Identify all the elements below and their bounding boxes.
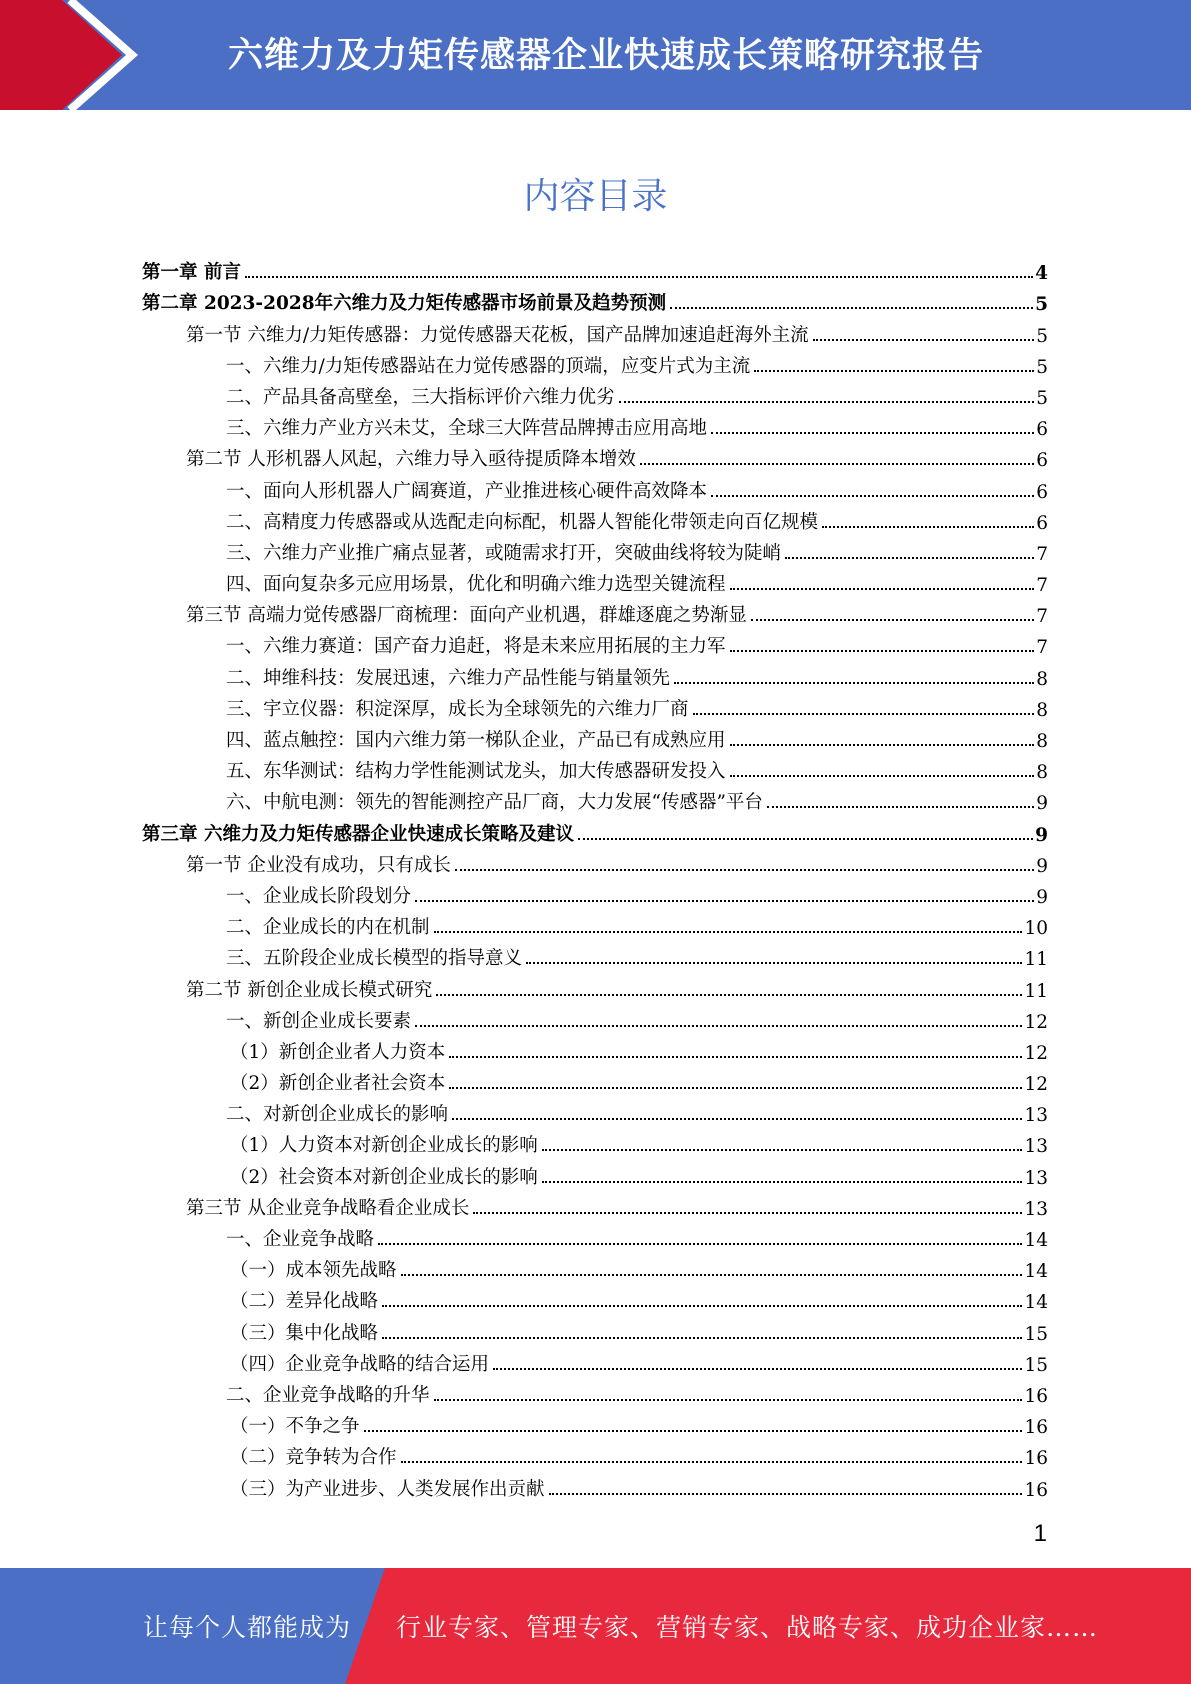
- toc-entry[interactable]: [142, 1282, 1048, 1313]
- toc-dot-leader: [674, 682, 1034, 684]
- toc-dot-leader: [711, 495, 1034, 497]
- toc-entry-page: 8: [1036, 731, 1048, 752]
- toc-dot-leader: [730, 744, 1035, 746]
- page-number: 1: [1033, 1520, 1047, 1547]
- toc-entry[interactable]: [142, 534, 1048, 565]
- toc-entry-title: 二、坤维科技：发展迅速，六维力产品性能与销量领先: [226, 667, 671, 689]
- toc-entry-page: 14: [1024, 1292, 1048, 1314]
- toc-entry[interactable]: [142, 690, 1048, 721]
- toc-entry[interactable]: [142, 970, 1048, 1001]
- toc-dot-leader: [493, 1368, 1022, 1370]
- toc-entry[interactable]: [142, 627, 1048, 658]
- toc-entry-title: （1）人力资本对新创企业成长的影响: [230, 1135, 538, 1157]
- toc-entry-page: 13: [1024, 1198, 1048, 1220]
- toc-dot-leader: [822, 526, 1034, 528]
- toc-dot-leader: [455, 869, 1034, 871]
- toc-entry-title: 第二节 人形机器人风起，六维力导入亟待提质降本增效: [186, 449, 636, 471]
- toc-entry[interactable]: [142, 471, 1048, 502]
- toc-entry-page: 7: [1036, 543, 1048, 565]
- toc-entry-title: （2）新创企业者社会资本: [230, 1073, 446, 1095]
- toc-entry-title: 四、面向复杂多元应用场景，优化和明确六维力选型关键流程: [226, 574, 726, 596]
- toc-entry-page: 16: [1024, 1479, 1048, 1501]
- table-of-contents: [142, 253, 1048, 1501]
- toc-entry-page: 11: [1024, 949, 1048, 971]
- toc-dot-leader: [364, 1430, 1023, 1432]
- toc-entry-title: （1）新创企业者人力资本: [230, 1041, 446, 1063]
- toc-entry-title: 四、蓝点触控：国内六维力第一梯队企业，产品已有成熟应用: [226, 730, 726, 751]
- toc-dot-leader: [434, 931, 1023, 933]
- toc-entry-title: 一、新创企业成长要素: [226, 1010, 412, 1032]
- toc-dot-leader: [711, 432, 1034, 434]
- toc-entry-page: 9: [1035, 824, 1048, 846]
- toc-entry-page: 15: [1024, 1323, 1048, 1345]
- toc-entry-page: 5: [1036, 356, 1048, 378]
- toc-entry-page: 7: [1036, 575, 1048, 597]
- toc-dot-leader: [449, 1087, 1022, 1089]
- toc-entry-title: 三、五阶段企业成长模型的指导意义: [226, 948, 523, 970]
- toc-dot-leader: [382, 1337, 1022, 1339]
- toc-entry-page: 15: [1024, 1354, 1048, 1376]
- toc-entry-title: 二、对新创企业成长的影响: [226, 1104, 449, 1126]
- footer-slogan-right: 行业专家、管理专家、营销专家、战略专家、成功企业家……: [396, 1613, 1099, 1642]
- toc-dot-leader: [578, 838, 1033, 840]
- toc-entry-title: （2）社会资本对新创企业成长的影响: [230, 1166, 538, 1188]
- toc-entry-page: 14: [1024, 1261, 1048, 1283]
- toc-entry-page: 4: [1035, 263, 1048, 285]
- toc-entry-title: （二）竞争转为合作: [230, 1447, 397, 1469]
- toc-entry-title: （三）集中化战略: [230, 1322, 379, 1344]
- toc-entry-page: 13: [1024, 1167, 1048, 1189]
- toc-entry[interactable]: [142, 378, 1048, 409]
- toc-entry[interactable]: [142, 1251, 1048, 1282]
- toc-dot-leader: [785, 557, 1034, 559]
- toc-dot-leader: [619, 401, 1035, 403]
- toc-dot-leader: [245, 276, 1033, 278]
- toc-entry-page: 6: [1036, 450, 1048, 472]
- toc-entry-page: 12: [1024, 1011, 1048, 1033]
- toc-dot-leader: [754, 370, 1034, 372]
- toc-entry[interactable]: [142, 1157, 1048, 1188]
- toc-entry[interactable]: [142, 877, 1048, 908]
- toc-entry-title: 第一节 企业没有成功，只有成长: [186, 854, 451, 876]
- toc-dot-leader: [415, 1025, 1022, 1027]
- toc-entry-title: 二、企业竞争战略的升华: [226, 1384, 430, 1406]
- toc-entry[interactable]: [142, 596, 1048, 627]
- toc-dot-leader: [526, 962, 1022, 964]
- toc-entry-page: 14: [1024, 1230, 1048, 1251]
- toc-entry-title: （四）企业竞争战略的结合运用: [230, 1353, 490, 1375]
- toc-entry[interactable]: [142, 315, 1048, 346]
- toc-entry[interactable]: [142, 939, 1048, 970]
- toc-entry-title: 一、六维力赛道：国产奋力追赶，将是未来应用拓展的主力军: [226, 636, 726, 658]
- toc-entry-page: 9: [1036, 793, 1048, 815]
- toc-dot-leader: [436, 994, 1022, 996]
- toc-entry[interactable]: [142, 658, 1048, 689]
- toc-entry-title: 一、企业成长阶段划分: [226, 885, 412, 907]
- toc-entry[interactable]: [142, 1033, 1048, 1064]
- toc-heading: 内容目录: [523, 176, 668, 217]
- header-arrow-decoration: [0, 0, 160, 110]
- toc-entry[interactable]: [142, 1438, 1048, 1469]
- toc-dot-leader: [670, 307, 1033, 309]
- toc-entry-page: 11: [1024, 980, 1048, 1002]
- toc-entry[interactable]: [142, 752, 1048, 783]
- toc-entry[interactable]: [142, 1313, 1048, 1344]
- toc-entry[interactable]: [142, 721, 1048, 752]
- toc-entry-title: 二、高精度力传感器或从选配走向标配，机器人智能化带领走向百亿规模: [226, 511, 819, 533]
- toc-dot-leader: [542, 1181, 1023, 1183]
- toc-entry[interactable]: [142, 409, 1048, 440]
- toc-dot-leader: [452, 1118, 1022, 1120]
- toc-entry-page: 8: [1036, 762, 1048, 784]
- toc-entry[interactable]: [142, 1189, 1048, 1220]
- header-bar: [0, 0, 1191, 110]
- toc-dot-leader: [434, 1399, 1023, 1401]
- toc-entry[interactable]: [142, 908, 1048, 939]
- toc-entry-title: 一、六维力/力矩传感器站在力觉传感器的顶端，应变片式为主流: [226, 355, 751, 377]
- toc-entry[interactable]: [142, 1407, 1048, 1438]
- toc-entry-title: 三、六维力产业推广痛点显著，或随需求打开，突破曲线将较为陡峭: [226, 542, 782, 564]
- toc-dot-leader: [730, 775, 1035, 777]
- toc-entry-page: 9: [1036, 886, 1048, 908]
- toc-entry-page: 5: [1036, 387, 1048, 409]
- toc-entry-title: 第二节 新创企业成长模式研究: [186, 979, 433, 1001]
- toc-entry-page: 10: [1024, 918, 1048, 940]
- toc-entry-page: 8: [1036, 699, 1048, 721]
- toc-entry-title: 二、企业成长的内在机制: [226, 917, 430, 939]
- toc-entry[interactable]: [142, 1126, 1048, 1157]
- toc-entry-title: 二、产品具备高壁垒，三大指标评价六维力优劣: [226, 386, 615, 408]
- toc-entry-title: 三、六维力产业方兴未艾，全球三大阵营品牌搏击应用高地: [226, 418, 708, 440]
- toc-entry-title: 第一节 六维力/力矩传感器：力觉传感器天花板，国产品牌加速追赶海外主流: [186, 324, 809, 346]
- toc-entry-page: 5: [1035, 294, 1048, 316]
- toc-entry-page: 16: [1024, 1385, 1048, 1407]
- toc-entry-title: （三）为产业进步、人类发展作出贡献: [230, 1478, 545, 1500]
- toc-entry[interactable]: [142, 814, 1048, 845]
- toc-entry-page: 6: [1036, 419, 1048, 441]
- toc-entry[interactable]: [142, 253, 1048, 284]
- toc-entry-page: 8: [1036, 668, 1048, 690]
- toc-entry-page: 13: [1024, 1105, 1048, 1127]
- toc-entry[interactable]: [142, 1376, 1048, 1407]
- toc-entry-page: 5: [1036, 325, 1048, 347]
- toc-entry[interactable]: [142, 565, 1048, 596]
- toc-entry[interactable]: [142, 783, 1048, 814]
- toc-entry-page: 16: [1024, 1448, 1048, 1470]
- toc-entry-title: 五、东华测试：结构力学性能测试龙头，加大传感器研发投入: [226, 761, 726, 783]
- toc-entry[interactable]: [142, 440, 1048, 471]
- toc-dot-leader: [640, 463, 1034, 465]
- toc-entry-title: 第三节 从企业竞争战略看企业成长: [186, 1197, 470, 1219]
- toc-entry-page: 9: [1036, 855, 1048, 877]
- toc-entry[interactable]: [142, 1095, 1048, 1126]
- toc-dot-leader: [542, 1149, 1023, 1151]
- toc-entry-title: 一、企业竞争战略: [226, 1229, 375, 1250]
- toc-entry[interactable]: [142, 503, 1048, 534]
- toc-dot-leader: [693, 713, 1035, 715]
- toc-entry[interactable]: [142, 1064, 1048, 1095]
- toc-dot-leader: [401, 1274, 1023, 1276]
- toc-dot-leader: [813, 339, 1035, 341]
- toc-entry-title: （二）差异化战略: [230, 1291, 379, 1313]
- footer-banner: [0, 1568, 1191, 1684]
- toc-entry-title: （一）成本领先战略: [230, 1260, 397, 1282]
- toc-entry-page: 7: [1036, 637, 1048, 659]
- toc-dot-leader: [449, 1056, 1022, 1058]
- toc-dot-leader: [473, 1212, 1022, 1214]
- toc-entry[interactable]: [142, 1469, 1048, 1500]
- toc-dot-leader: [401, 1461, 1023, 1463]
- toc-dot-leader: [549, 1493, 1023, 1495]
- toc-entry-title: 一、面向人形机器人广阔赛道，产业推进核心硬件高效降本: [226, 480, 708, 502]
- toc-entry-page: 6: [1036, 512, 1048, 534]
- toc-entry-title: （一）不争之争: [230, 1416, 360, 1438]
- toc-entry[interactable]: [142, 347, 1048, 378]
- toc-entry-title: 第三节 高端力觉传感器厂商梳理：面向产业机遇，群雄逐鹿之势渐显: [186, 605, 747, 627]
- toc-entry-page: 6: [1036, 481, 1048, 503]
- toc-entry-page: 12: [1024, 1042, 1048, 1064]
- footer-slogan-left: 让每个人都能成为: [143, 1613, 352, 1642]
- toc-entry[interactable]: [142, 284, 1048, 315]
- toc-dot-leader: [382, 1305, 1022, 1307]
- toc-entry[interactable]: [142, 846, 1048, 877]
- toc-entry-page: 12: [1024, 1074, 1048, 1096]
- report-title: 六维力及力矩传感器企业快速成长策略研究报告: [228, 36, 985, 76]
- toc-entry-title: 三、宇立仪器：积淀深厚，成长为全球领先的六维力厂商: [226, 698, 689, 720]
- toc-dot-leader: [415, 900, 1034, 902]
- toc-dot-leader: [730, 588, 1035, 590]
- toc-entry[interactable]: [142, 1220, 1048, 1251]
- toc-entry-title: 第二章 2023-2028年六维力及力矩传感器市场前景及趋势预测: [142, 293, 667, 315]
- toc-entry-page: 16: [1024, 1417, 1048, 1439]
- toc-dot-leader: [730, 650, 1035, 652]
- toc-entry-title: 第三章 六维力及力矩传感器企业快速成长策略及建议: [142, 823, 574, 845]
- toc-dot-leader: [751, 619, 1034, 621]
- toc-entry[interactable]: [142, 1345, 1048, 1376]
- toc-entry[interactable]: [142, 1002, 1048, 1033]
- toc-entry-page: 7: [1036, 606, 1048, 628]
- toc-entry-title: 六、中航电测：领先的智能测控产品厂商，大力发展“传感器”平台: [226, 792, 763, 814]
- toc-dot-leader: [767, 806, 1034, 808]
- toc-dot-leader: [378, 1243, 1022, 1245]
- toc-entry-page: 13: [1024, 1136, 1048, 1158]
- toc-entry-title: 第一章 前言: [142, 262, 241, 284]
